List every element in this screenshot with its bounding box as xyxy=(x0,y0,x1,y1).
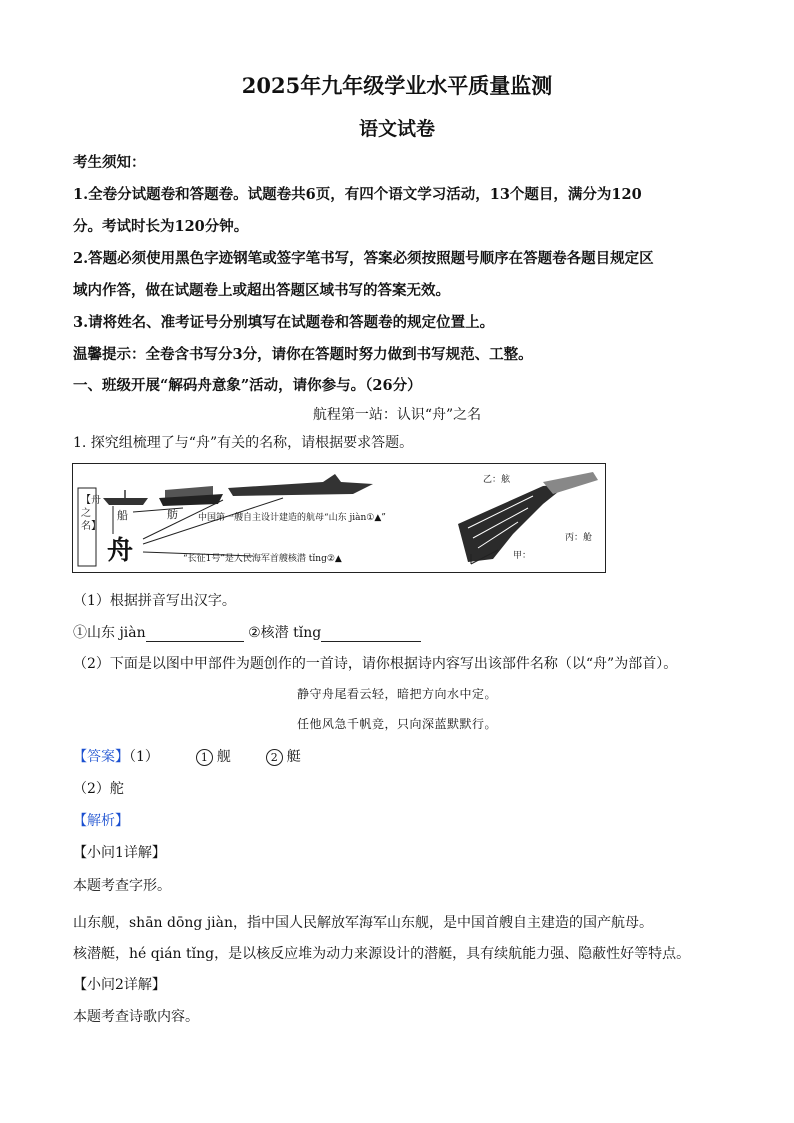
answer-2: 艇 xyxy=(286,749,301,765)
answer-label: 【答案】 xyxy=(73,749,129,765)
notice-item-2-line-1: 2.答题必须使用黑色字迹钢笔或签字笔书写，答案必须按照题号顺序在答题卷各题目规定区 xyxy=(73,250,654,267)
blank-2-answer-line[interactable] xyxy=(321,627,421,642)
figure-big-char: 舟 xyxy=(107,536,134,566)
question-1-blanks xyxy=(73,622,421,642)
section-heading: 一、班级开展“解码舟意象”活动，请你参与。（26分） xyxy=(73,377,422,394)
figure-label-jia: 甲： xyxy=(513,551,532,561)
answer-number-2: 2 xyxy=(266,749,283,766)
notice-item-1-line-1: 1.全卷分试题卷和答题卷。试题卷共6页，有四个语文学习活动，13个题目，满分为120 xyxy=(73,186,642,203)
blank-1-answer-line[interactable] xyxy=(146,627,244,642)
page-title: 2025年九年级学业水平质量监测 xyxy=(241,73,553,98)
figure-side-label: 【舟之名】 xyxy=(81,495,101,532)
notice-tip: 温馨提示：全卷含书写分3分，请你在答题时努力做到书写规范、工整。 xyxy=(73,346,533,363)
figure-label-chuan: 船 xyxy=(117,509,128,522)
blank-2-prefix: ②核潜 tǐng xyxy=(248,625,322,641)
blank-1-prefix: ①山东 jiàn xyxy=(73,625,146,641)
figure-caption-1: 中国第一艘自主设计建造的航母“山东 jiàn①▲” xyxy=(198,513,386,523)
page-subtitle: 语文试卷 xyxy=(358,118,435,140)
sub-question-1-heading: 【小问1详解】 xyxy=(73,845,166,861)
answer-line-1 xyxy=(73,746,301,766)
figure-caption-2: “长征1号”是人民海军首艘核潜 tǐng②▲ xyxy=(183,554,342,564)
question-1-part-1: （1）根据拼音写出汉字。 xyxy=(73,593,236,609)
answer-part-1: （1） xyxy=(129,749,159,765)
explanation-shandong: 山东舰，shān dōng jiàn，指中国人民解放军海军山东舰，是中国首艘自主建造的国产航母。 xyxy=(73,915,654,931)
answer-number-1: 1 xyxy=(196,749,213,766)
poem-line-1: 静守舟尾看云轻，暗把方向水中定。 xyxy=(296,687,497,701)
notice-heading: 考生须知： xyxy=(73,154,146,171)
sub-question-2-text: 本题考查诗歌内容。 xyxy=(73,1009,199,1025)
figure-label-yi: 乙：舷 xyxy=(483,475,511,485)
question-1: 1. 探究组梳理了与“舟”有关的名称，请根据要求答题。 xyxy=(73,435,414,451)
answer-part-2: （2）舵 xyxy=(73,781,124,797)
poem-line-2: 任他风急千帆竞，只向深蓝默默行。 xyxy=(296,717,497,731)
figure-label-fang: 舫 xyxy=(167,508,178,521)
notice-item-3: 3.请将姓名、准考证号分别填写在试题卷和答题卷的规定位置上。 xyxy=(73,314,495,331)
notice-item-1-line-2: 分。考试时长为120分钟。 xyxy=(73,218,249,235)
figure-label-bing: 丙：舱 xyxy=(565,533,593,543)
notice-item-2-line-2: 域内作答，做在试题卷上或超出答题区域书写的答案无效。 xyxy=(73,282,450,299)
boat-names-figure xyxy=(72,463,606,573)
sub-question-2-heading: 【小问2详解】 xyxy=(73,977,166,993)
explanation-heqianting: 核潜艇，hé qián tǐng，是以核反应堆为动力来源设计的潜艇，具有续航能力强、隐蔽性好等特点。 xyxy=(73,946,691,962)
sub-question-1-text: 本题考查字形。 xyxy=(73,878,171,894)
stage-title: 航程第一站：认识“舟”之名 xyxy=(312,407,482,423)
question-1-part-2: （2）下面是以图中甲部件为题创作的一首诗，请你根据诗内容写出该部件名称（以“舟”为部首）。 xyxy=(73,656,678,672)
answer-1: 舰 xyxy=(216,749,231,765)
analysis-label: 【解析】 xyxy=(73,813,129,829)
